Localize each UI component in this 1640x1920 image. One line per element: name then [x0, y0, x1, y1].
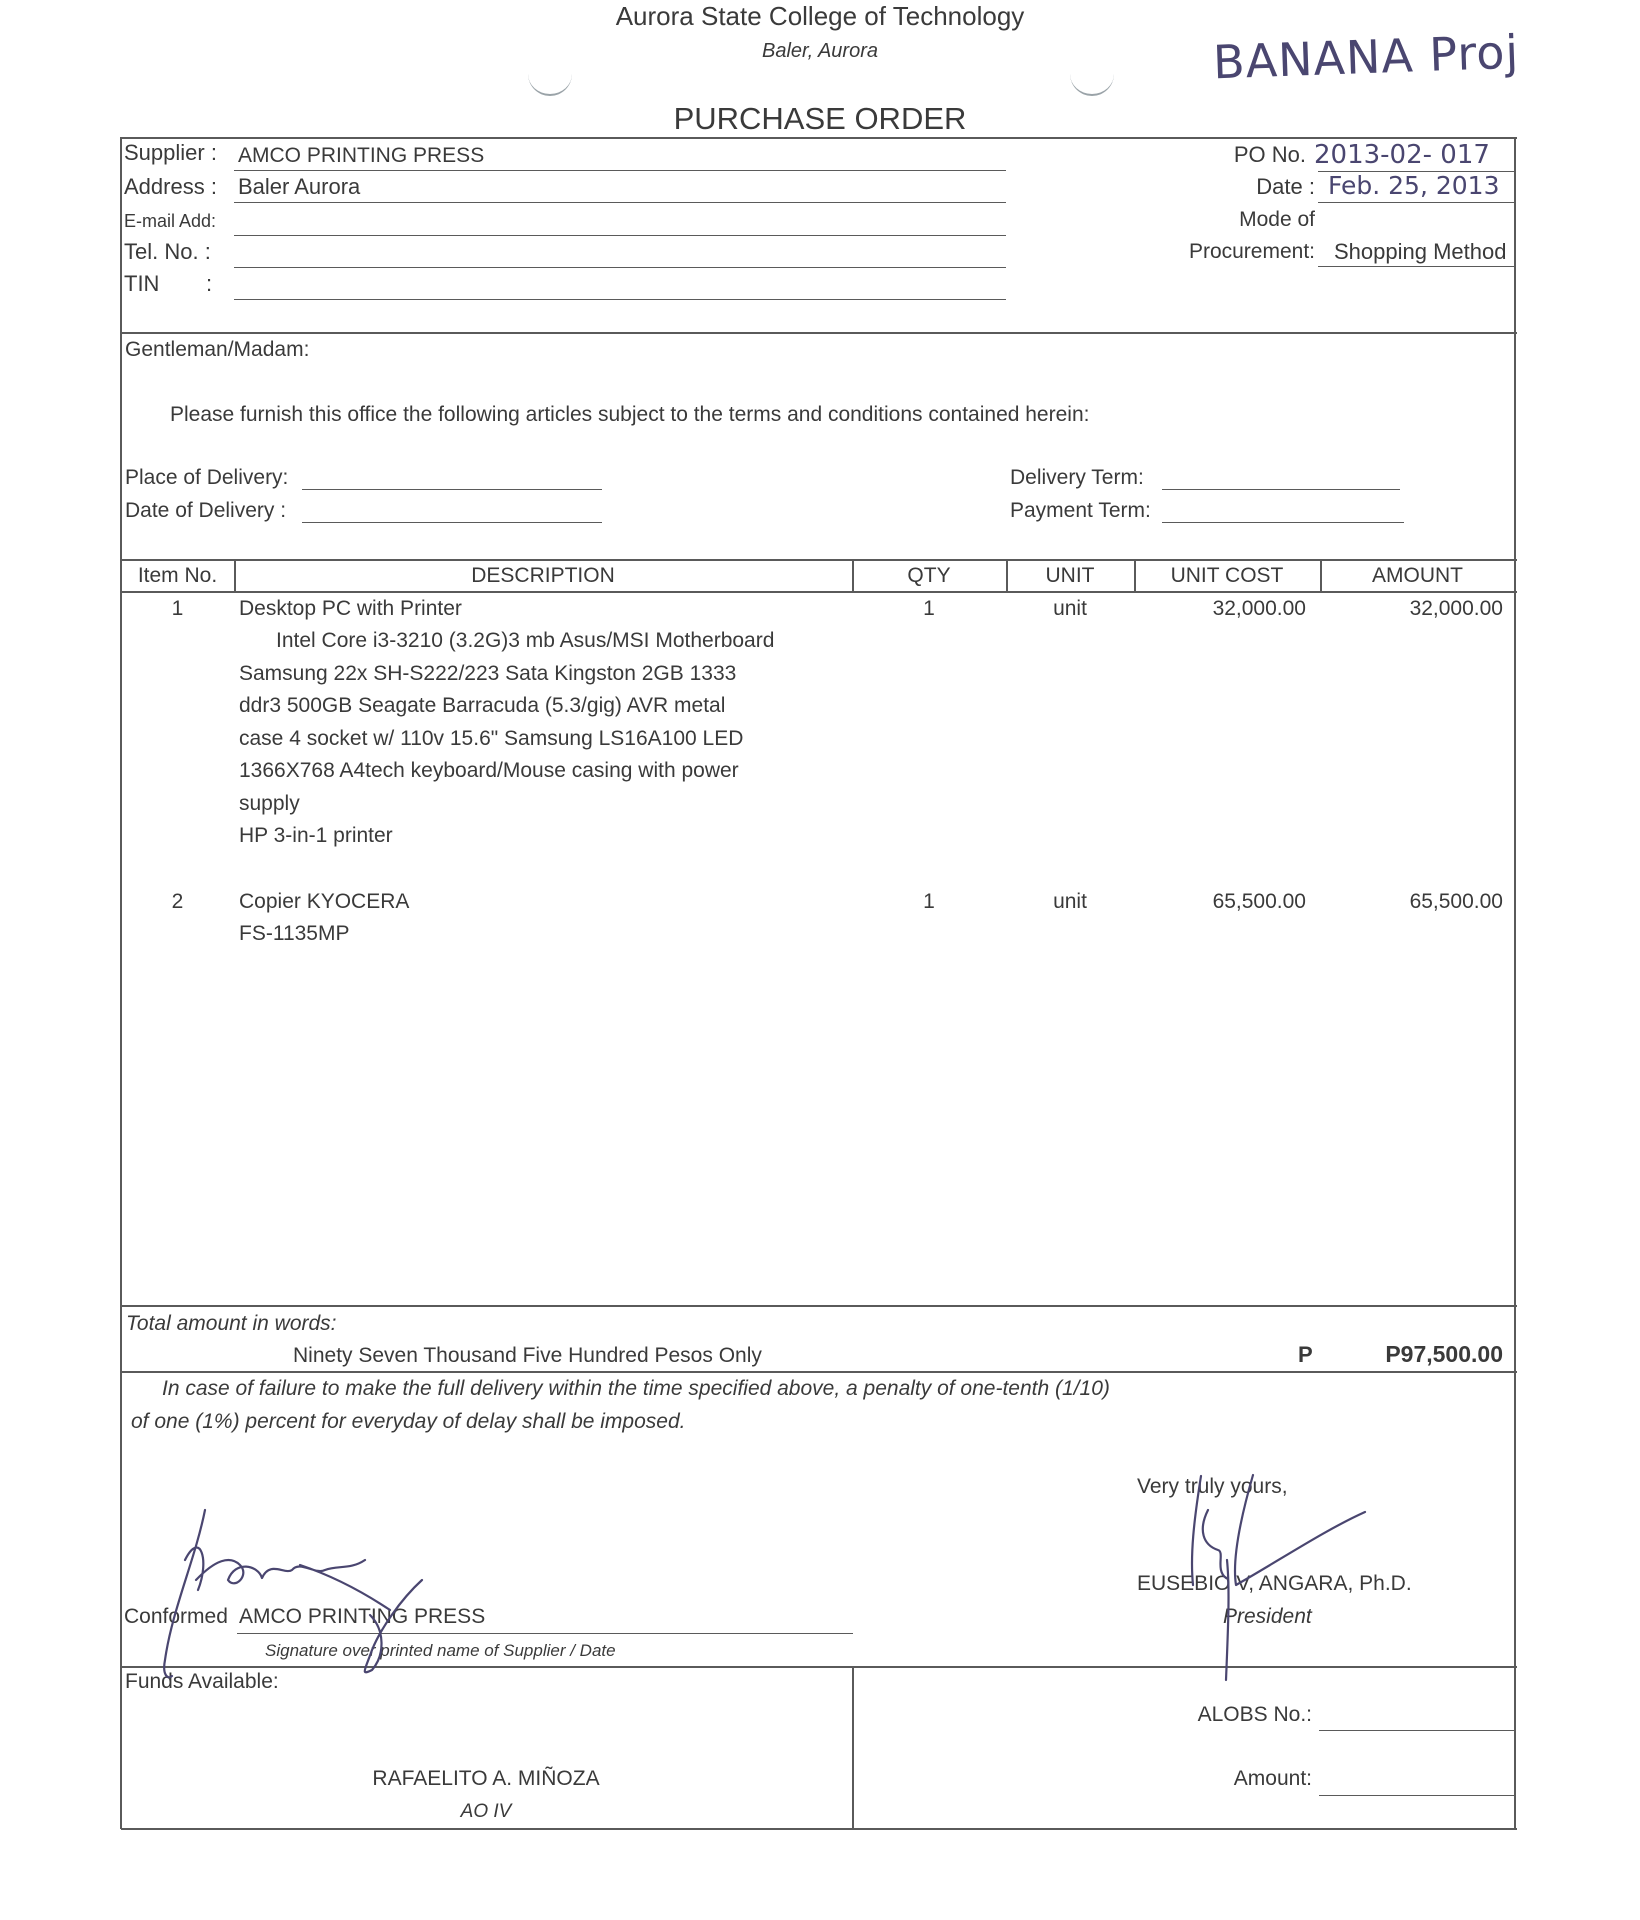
row-description-line: case 4 socket w/ 110v 15.6" Samsung LS16A100 LED: [239, 727, 744, 750]
row-amount: 65,500.00: [1409, 890, 1503, 913]
po-no-label: PO No.: [1233, 142, 1306, 167]
row-qty: 1: [923, 597, 935, 620]
col-header-description: DESCRIPTION: [471, 564, 615, 587]
row-description-line: FS-1135MP: [239, 922, 350, 945]
tel-underline: [234, 267, 1006, 268]
supplier-label: Supplier :: [124, 140, 217, 165]
date-of-delivery-label: Date of Delivery :: [125, 499, 287, 522]
payment-term-label: Payment Term:: [1010, 499, 1151, 522]
handwritten-note: BANANA Proj: [1212, 24, 1521, 90]
mode-value[interactable]: Shopping Method: [1334, 239, 1507, 264]
tin-colon: :: [206, 271, 213, 296]
funds-top-border: [121, 1666, 1517, 1668]
tin-underline: [234, 299, 1006, 300]
amount-field[interactable]: [1319, 1795, 1515, 1796]
tin-label: TIN: [124, 271, 160, 296]
row-unit: unit: [1053, 890, 1087, 913]
penalty-line-2: of one (1%) percent for everyday of delay shall be imposed.: [131, 1410, 686, 1433]
row-unit: unit: [1053, 597, 1087, 620]
frame-top-border: [121, 137, 1517, 139]
total-words-value: Ninety Seven Thousand Five Hundred Pesos Only: [293, 1344, 762, 1367]
row-item-no: 2: [171, 890, 184, 913]
closing-text: Very truly yours,: [1137, 1475, 1288, 1498]
email-underline: [234, 235, 1006, 236]
email-label: E-mail Add:: [124, 211, 217, 231]
alobs-label: ALOBS No.:: [1197, 1703, 1312, 1726]
row-unit-cost: 32,000.00: [1212, 597, 1306, 620]
row-description-line: Desktop PC with Printer: [239, 597, 462, 620]
po-no-value[interactable]: 2013-02- 017: [1314, 140, 1490, 170]
frame-bottom-border: [121, 1828, 1517, 1830]
salutation: Gentleman/Madam:: [125, 338, 310, 361]
delivery-term-field[interactable]: [1162, 489, 1400, 490]
supplier-underline: [234, 170, 1006, 171]
supplier-signature-line[interactable]: [237, 1633, 853, 1634]
tel-label: Tel. No. :: [124, 239, 211, 264]
row-description-line: Intel Core i3-3210 (3.2G)3 mb Asus/MSI Motherboard: [276, 629, 775, 652]
institution-name: Aurora State College of Technology: [615, 1, 1025, 31]
conformed-label: Conformed: [124, 1605, 228, 1628]
alobs-field[interactable]: [1319, 1730, 1515, 1731]
amount-label: Amount:: [1233, 1767, 1312, 1790]
table-top-border: [121, 559, 1517, 561]
penalty-line-1: In case of failure to make the full delivery within the time specified above, a penalty of one-tenth (1/10): [162, 1377, 1110, 1400]
row-description-line: supply: [239, 792, 300, 815]
frame-right-border: [1514, 137, 1516, 1829]
conformed-value: AMCO PRINTING PRESS: [239, 1605, 486, 1628]
mode-underline: [1318, 266, 1516, 267]
col-header-qty: QTY: [907, 564, 951, 587]
mode-label-line1: Mode of: [1239, 208, 1315, 231]
staple-mark-left-icon: [528, 72, 572, 96]
funds-officer-name: RAFAELITO A. MIÑOZA: [372, 1767, 600, 1790]
row-description-line: Samsung 22x SH-S222/223 Sata Kingston 2GB 1333: [239, 662, 737, 685]
address-label: Address :: [124, 174, 217, 199]
row-amount: 32,000.00: [1409, 597, 1503, 620]
row-qty: 1: [923, 890, 935, 913]
col-header-unit: UNIT: [1045, 564, 1095, 587]
page-title: PURCHASE ORDER: [673, 101, 967, 136]
funds-divider: [852, 1666, 854, 1829]
row-unit-cost: 65,500.00: [1212, 890, 1306, 913]
date-of-delivery-field[interactable]: [302, 522, 602, 523]
totals-bottom-border: [121, 1371, 1517, 1373]
staple-mark-right-icon: [1070, 72, 1114, 96]
address-value: Baler Aurora: [238, 174, 361, 199]
signature-caption: Signature over printed name of Supplier / Date: [265, 1641, 616, 1660]
payment-term-field[interactable]: [1162, 522, 1404, 523]
total-words-label: Total amount in words:: [126, 1312, 337, 1335]
col-header-item-no: Item No.: [137, 564, 218, 587]
supplier-value: AMCO PRINTING PRESS: [238, 144, 485, 167]
address-underline: [234, 202, 1006, 203]
date-underline: [1318, 202, 1516, 203]
row-description-line: HP 3-in-1 printer: [239, 824, 393, 847]
place-of-delivery-field[interactable]: [302, 489, 602, 490]
date-value[interactable]: Feb. 25, 2013: [1328, 171, 1500, 200]
mode-label-line2: Procurement:: [1188, 240, 1315, 263]
totals-top-border: [121, 1305, 1517, 1307]
row-description-line: ddr3 500GB Seagate Barracuda (5.3/gig) AVR metal: [239, 694, 726, 717]
date-label: Date :: [1256, 174, 1315, 199]
row-description-line: 1366X768 A4tech keyboard/Mouse casing with power: [239, 759, 739, 782]
president-title: President: [1223, 1605, 1312, 1628]
table-header-bottom-border: [121, 591, 1517, 593]
president-name: EUSEBIO V, ANGARA, Ph.D.: [1137, 1572, 1412, 1595]
total-amount: P97,500.00: [1385, 1341, 1503, 1367]
delivery-term-label: Delivery Term:: [1010, 466, 1144, 489]
col-header-unit-cost: UNIT COST: [1170, 564, 1284, 587]
request-text: Please furnish this office the following articles subject to the terms and conditions contained herein:: [170, 403, 1090, 426]
institution-location: Baler, Aurora: [762, 40, 878, 62]
row-item-no: 1: [171, 597, 184, 620]
col-header-amount: AMOUNT: [1372, 564, 1463, 587]
header-section-divider: [121, 332, 1517, 334]
row-description-line: Copier KYOCERA: [239, 890, 410, 913]
funds-officer-title: AO IV: [460, 1801, 512, 1822]
place-of-delivery-label: Place of Delivery:: [125, 466, 289, 489]
funds-label: Funds Available:: [125, 1670, 279, 1693]
currency-symbol: P: [1298, 1342, 1313, 1367]
frame-left-border: [120, 137, 122, 1829]
